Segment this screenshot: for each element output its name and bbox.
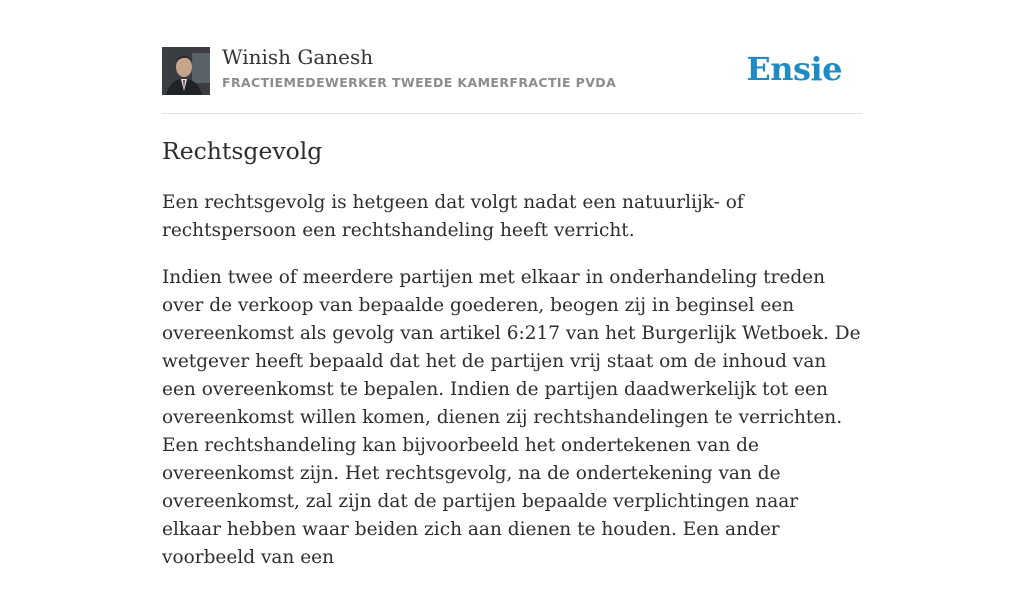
article-paragraph: Indien twee of meerdere partijen met elkaar in onderhandeling treden over de verkoop van bepaalde goederen, beogen zij in beginsel een overeenkomst als gevolg van artikel 6:217 van het Burgerlijk Wetboek. De wetgever heeft bepaald dat het de partijen vrij staat om de inhoud van een overeenkomst te bepalen. Indien de partijen daadwerkelijk tot een overeenkomst willen komen, dienen zij rechtshandelingen te verrichten. Een rechtshandeling kan bijvoorbeeld het ondertekenen van de overeenkomst zijn. Het rechtsgevolg, na de ondertekening van de overeenkomst, zal zijn dat de partijen bepaalde verplichtingen naar elkaar hebben waar beiden zich aan dienen te houden. Een ander voorbeeld van een (162, 267, 861, 568)
brand-logo[interactable]: Ensie (746, 50, 842, 88)
author-header (162, 0, 862, 114)
author-name[interactable]: Winish Ganesh (222, 45, 374, 69)
article-paragraph: Een rechtsgevolg is hetgeen dat volgt nadat een natuurlijk- of rechtspersoon een rechtshandeling heeft verricht. (162, 192, 744, 241)
avatar[interactable] (162, 47, 210, 95)
avatar-portrait-icon (162, 47, 210, 95)
author-role: FRACTIEMEDEWERKER TWEEDE KAMERFRACTIE PVDA (222, 75, 617, 90)
article-container (162, 0, 862, 568)
article-title: Rechtsgevolg (162, 137, 323, 165)
article-body (162, 189, 862, 591)
